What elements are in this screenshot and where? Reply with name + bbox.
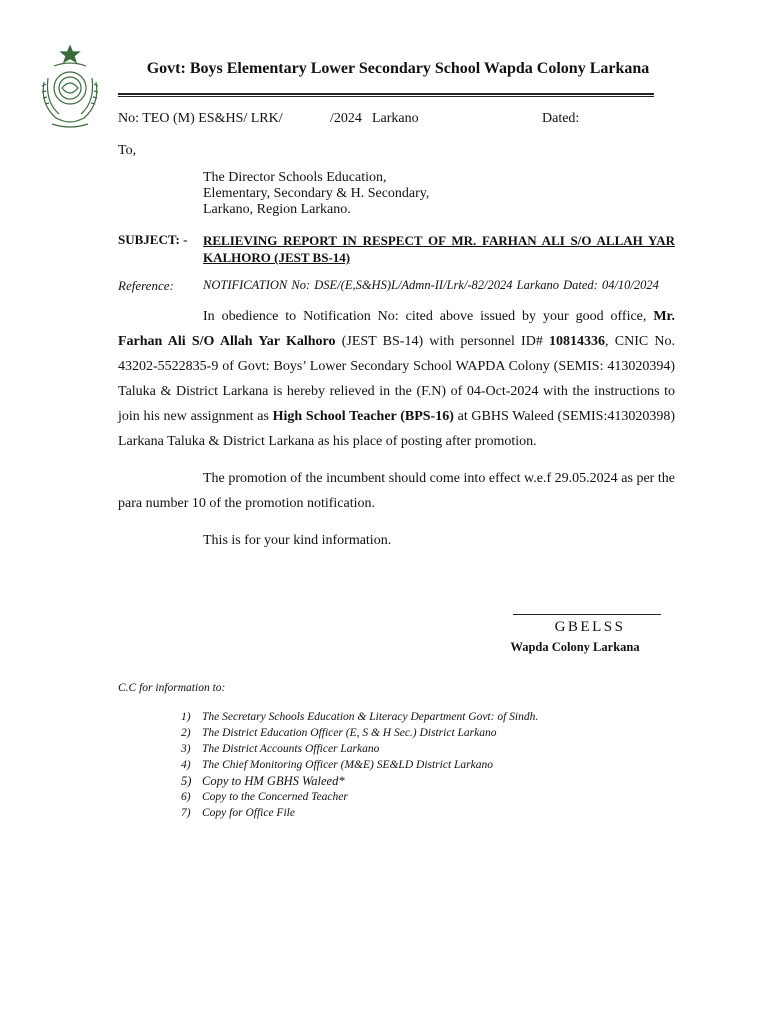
cc-label: C.C for information to: — [118, 682, 226, 694]
signature-line — [513, 614, 661, 615]
salutation: To, — [118, 143, 137, 158]
school-name-heading: Govt: Boys Elementary Lower Secondary School Wapda Colony Larkana — [146, 60, 650, 77]
list-item: 5) Copy to HM GBHS Waleed* — [181, 774, 345, 788]
letter-place: Larkano — [372, 111, 419, 126]
p3-text: This is for your kind information. — [203, 533, 392, 548]
p1-text: at GBHS Waleed (SEMIS:413020398) Larkana Taluka & District Larkana as his place of posting after promotion. — [118, 409, 676, 449]
list-item: 7) Copy for Office File — [181, 807, 295, 819]
teacher-name: Mr. Farhan Ali S/O Allah Yar Kalhoro — [118, 309, 675, 349]
header-divider — [118, 93, 654, 95]
addressee-line: Elementary, Secondary & H. Secondary, — [203, 186, 430, 201]
reference-label: Reference: — [118, 278, 174, 293]
subject-text: RELIEVING REPORT IN RESPECT OF MR. FARHAN ALI S/O ALLAH YAR KALHORO (JEST BS-14) — [203, 233, 675, 265]
reference-text: NOTIFICATION No: DSE/(E,S&HS)L/Admn-II/Lrk/-82/2024 Larkano Dated: 04/10/2024 — [203, 278, 659, 292]
header-divider-thin — [118, 96, 654, 97]
p2-text: The promotion of the incumbent should come into effect w.e.f 29.05.2024 as per the para number 10 of the promotion notification. — [118, 471, 675, 511]
p1-text: (JEST BS-14) with personnel ID# — [341, 334, 543, 349]
letter-dated: Dated: — [542, 111, 580, 126]
addressee-line: Larkano, Region Larkano. — [203, 202, 351, 217]
letter-year: /2024 — [330, 111, 362, 126]
signatory-place: Wapda Colony Larkana — [510, 640, 640, 654]
body-paragraph-closing — [118, 528, 675, 553]
body-paragraph-relieving — [118, 304, 675, 454]
list-item: 2) The District Education Officer (E, S & H Sec.) District Larkano — [181, 727, 497, 739]
subject-label: SUBJECT: - — [118, 232, 188, 247]
addressee-line: The Director Schools Education, — [203, 170, 387, 185]
list-item: 1) The Secretary Schools Education & Literacy Department Govt: of Sindh. — [181, 711, 539, 723]
list-item: 6) Copy to the Concerned Teacher — [181, 791, 348, 803]
signatory-name: GBELSS — [554, 619, 626, 635]
p1-text: , CNIC No. 43202-5522835-9 of Govt: Boys’ Lower Secondary School WAPDA Colony (SEMIS: 413020394) Taluka & District Larkana is hereby relieved in the (F.N) of 04-Oct-2024 with the instructions to join his new assignment as — [118, 334, 676, 424]
p1-text: In obedience to Notification No: cited above issued by your good office, — [203, 309, 647, 324]
sindh-government-emblem — [34, 44, 106, 128]
letter-number: No: TEO (M) ES&HS/ LRK/ — [118, 111, 283, 126]
list-item: 3) The District Accounts Officer Larkano — [181, 743, 380, 755]
body-paragraph-promotion — [118, 466, 675, 516]
personnel-id: 10814336 — [549, 334, 606, 349]
new-post: High School Teacher (BPS-16) — [272, 409, 454, 424]
cc-list — [181, 709, 538, 821]
list-item: 4) The Chief Monitoring Officer (M&E) SE&LD District Larkano — [181, 759, 493, 771]
